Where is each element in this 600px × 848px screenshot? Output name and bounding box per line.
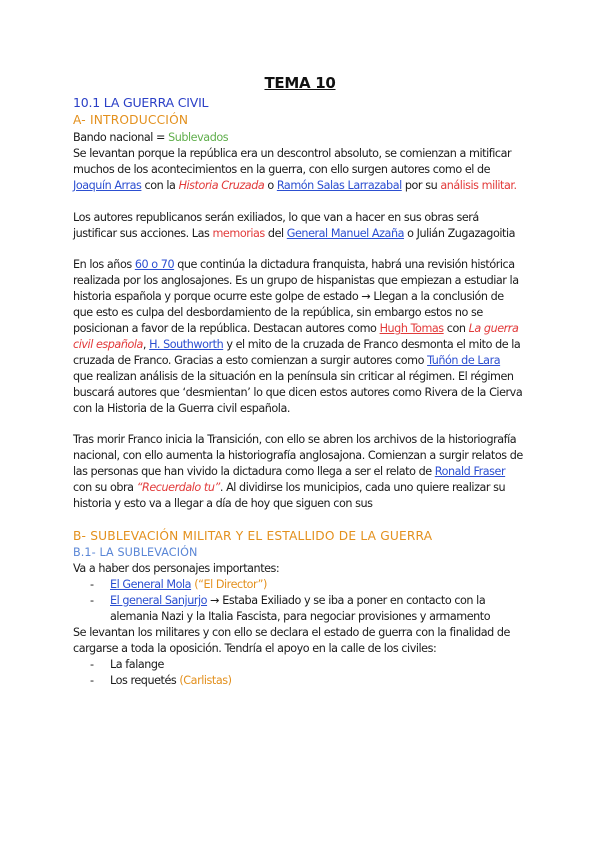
paragraph-line: Tras morir Franco inicia la Transición, con ello se abren los archivos de la historiografía	[73, 433, 517, 446]
paragraph-line	[73, 338, 520, 352]
link-general-sanjurjo[interactable]: El general Sanjurjo	[110, 594, 208, 607]
bullet-item	[110, 674, 232, 688]
text: . Al dividirse los municipios, cada uno quiere realizar su	[219, 481, 506, 494]
link-tunon-de-lara[interactable]: Tuñón de Lara	[427, 354, 501, 367]
paragraph-line: buscará autores que ‘desmientan’ lo que dicen estos autores como Rivera de la Cierva	[73, 386, 523, 399]
bullet-item: La falange	[110, 658, 164, 671]
text: justificar sus acciones. Las	[73, 227, 213, 240]
link-h-southworth[interactable]: H. Southworth	[149, 338, 224, 351]
paragraph-line	[73, 179, 517, 193]
bullet-continuation: alemania Nazi y la Italia Fascista, para negociar provisiones y armamento	[110, 610, 491, 623]
bullet-dash: -	[90, 578, 95, 591]
highlight-civil-espanola: civil española	[73, 338, 143, 351]
paragraph-line: Va a haber dos personajes importantes:	[73, 562, 280, 575]
paragraph-line	[73, 354, 500, 368]
text: → Estaba Exiliado y se iba a poner en contacto con la	[207, 594, 486, 607]
paragraph-line: historia española y porque ocurre este golpe de estado → Llegan a la conclusión de	[73, 290, 504, 303]
subsection-heading-b1: B.1- LA SUBLEVACIÓN	[73, 546, 198, 559]
text: con la	[141, 179, 179, 192]
page-title: TEMA 10	[264, 74, 336, 92]
paragraph-line	[73, 322, 518, 336]
paragraph-line	[73, 481, 505, 495]
text: o	[264, 179, 277, 192]
text: Bando nacional =	[73, 131, 169, 144]
paragraph-line: historia y esto va a llegar a día de hoy que siguen con sus	[73, 497, 373, 510]
highlight-analisis-militar: análisis militar.	[440, 179, 517, 192]
text: ,	[142, 338, 150, 351]
link-ronald-fraser[interactable]: Ronald Fraser	[434, 465, 506, 478]
text: o Julián Zugazagoitia	[404, 227, 516, 240]
section-heading: 10.1 LA GUERRA CIVIL	[73, 95, 209, 110]
paragraph-line: realizada por los anglosajones. Es un grupo de hispanistas que empiezan a estudiar la	[73, 274, 519, 287]
text: que continúa la dictadura franquista, habrá una revisión histórica	[174, 258, 515, 271]
paragraph-line: cargarse a toda la oposición. Tendría el apoyo en la calle de los civiles:	[73, 642, 437, 655]
text: del	[264, 227, 287, 240]
paragraph-line: muchos de los acontecimientos en la guerra, con ello surgen autores como el de	[73, 163, 491, 176]
highlight-recuerdalo-tu: “Recuerdalo tu”	[136, 481, 220, 494]
link-general-mola[interactable]: El General Mola	[110, 578, 192, 591]
paragraph-line: que realizan análisis de la situación en la península sin criticar al régimen. El régimen	[73, 370, 514, 383]
text: con su obra	[73, 481, 137, 494]
text: por su	[401, 179, 441, 192]
paragraph-line	[73, 131, 228, 145]
bullet-dash: -	[90, 674, 95, 687]
link-60-o-70[interactable]: 60 o 70	[134, 258, 175, 271]
paragraph-line: Se levantan los militares y con ello se declara el estado de guerra con la finalidad de	[73, 626, 510, 639]
paragraph-line: con la Historia de la Guerra civil española.	[73, 402, 290, 415]
bullet-item	[110, 594, 485, 608]
text: posicionan a favor de la república. Destacan autores como	[73, 322, 380, 335]
bullet-dash: -	[90, 658, 95, 671]
paragraph-line: Los autores republicanos serán exiliados, lo que van a hacer en sus obras será	[73, 211, 479, 224]
highlight-historia-cruzada: Historia Cruzada	[178, 179, 265, 192]
highlight-la-guerra: La guerra	[468, 322, 519, 335]
subsection-heading-a: A- INTRODUCCIÓN	[73, 113, 189, 127]
paragraph-line	[73, 227, 515, 241]
highlight-el-director: (“El Director”)	[194, 578, 267, 591]
text: En los años	[73, 258, 135, 271]
text: Los requetés	[110, 674, 180, 687]
link-manuel-azana[interactable]: General Manuel Azaña	[286, 227, 404, 240]
bullet-item	[110, 578, 267, 592]
paragraph-line: que esto es culpa del desbordamiento de la república, sin embargo estos no se	[73, 306, 483, 319]
subsection-heading-b: B- SUBLEVACIÓN MILITAR Y EL ESTALLIDO DE LA GUERRA	[73, 529, 433, 543]
paragraph-line: nacional, con ello aumenta la historiografía anglosajona. Comienzan a surgir relatos de	[73, 449, 523, 462]
link-ramon-salas[interactable]: Ramón Salas Larrazabal	[276, 179, 402, 192]
paragraph-line	[73, 465, 505, 479]
text: las personas que han vivido la dictadura como llega a ser el relato de	[73, 465, 435, 478]
paragraph-line	[73, 258, 515, 272]
paragraph-line: Se levantan porque la república era un descontrol absoluto, se comienzan a mitificar	[73, 147, 512, 160]
highlight-sublevados: Sublevados	[168, 131, 229, 144]
link-hugh-tomas[interactable]: Hugh Tomas	[379, 322, 444, 335]
bullet-dash: -	[90, 594, 95, 607]
text: con	[443, 322, 469, 335]
text: cruzada de Franco. Gracias a esto comienzan a surgir autores como	[73, 354, 428, 367]
highlight-carlistas: (Carlistas)	[179, 674, 232, 687]
highlight-memorias: memorias	[212, 227, 265, 240]
text: y el mito de la cruzada de Franco desmonta el mito de la	[223, 338, 521, 351]
link-joaquin-arras[interactable]: Joaquín Arras	[73, 179, 142, 192]
